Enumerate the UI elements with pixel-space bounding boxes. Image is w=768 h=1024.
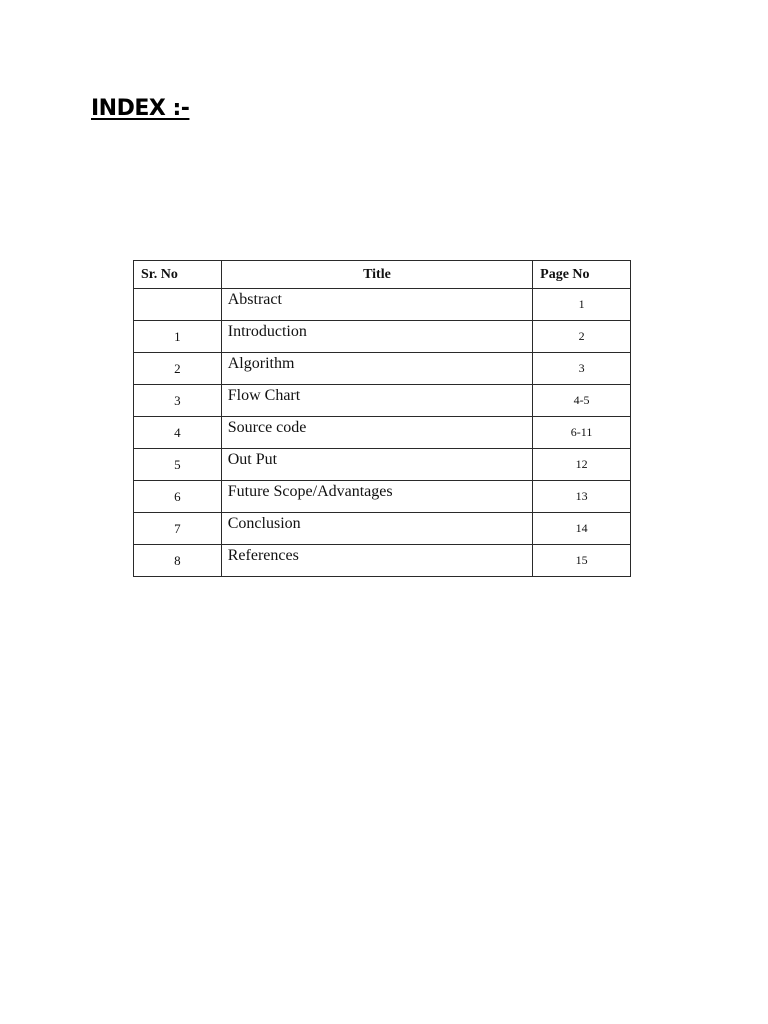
table-row: [134, 289, 631, 321]
row-title: Introduction: [221, 321, 532, 353]
header-sr-no: Sr. No: [134, 261, 222, 289]
table-row: [134, 481, 631, 513]
index-table: [133, 260, 631, 577]
row-title: Future Scope/Advantages: [221, 481, 532, 513]
table-row: [134, 417, 631, 449]
row-sr-no: 3: [134, 385, 222, 417]
row-page-no: 15: [533, 545, 631, 577]
row-sr-no: 1: [134, 321, 222, 353]
row-page-no: 6-11: [533, 417, 631, 449]
row-sr-no: [134, 289, 222, 321]
row-page-no: 14: [533, 513, 631, 545]
table-row: [134, 353, 631, 385]
row-sr-no: 2: [134, 353, 222, 385]
table-header-row: [134, 261, 631, 289]
row-title: Conclusion: [221, 513, 532, 545]
row-title: Algorithm: [221, 353, 532, 385]
row-title: Source code: [221, 417, 532, 449]
table-row: [134, 449, 631, 481]
row-page-no: 3: [533, 353, 631, 385]
row-title: Flow Chart: [221, 385, 532, 417]
row-sr-no: 6: [134, 481, 222, 513]
table-row: [134, 545, 631, 577]
row-page-no: 4-5: [533, 385, 631, 417]
table-row: [134, 321, 631, 353]
row-title: Abstract: [221, 289, 532, 321]
page-title: INDEX :-: [91, 96, 190, 121]
header-page-no: Page No: [533, 261, 631, 289]
row-sr-no: 8: [134, 545, 222, 577]
table-row: [134, 385, 631, 417]
row-sr-no: 7: [134, 513, 222, 545]
table-row: [134, 513, 631, 545]
header-title: Title: [221, 261, 532, 289]
row-page-no: 12: [533, 449, 631, 481]
row-title: References: [221, 545, 532, 577]
row-sr-no: 4: [134, 417, 222, 449]
row-page-no: 2: [533, 321, 631, 353]
row-title: Out Put: [221, 449, 532, 481]
row-page-no: 13: [533, 481, 631, 513]
row-sr-no: 5: [134, 449, 222, 481]
row-page-no: 1: [533, 289, 631, 321]
